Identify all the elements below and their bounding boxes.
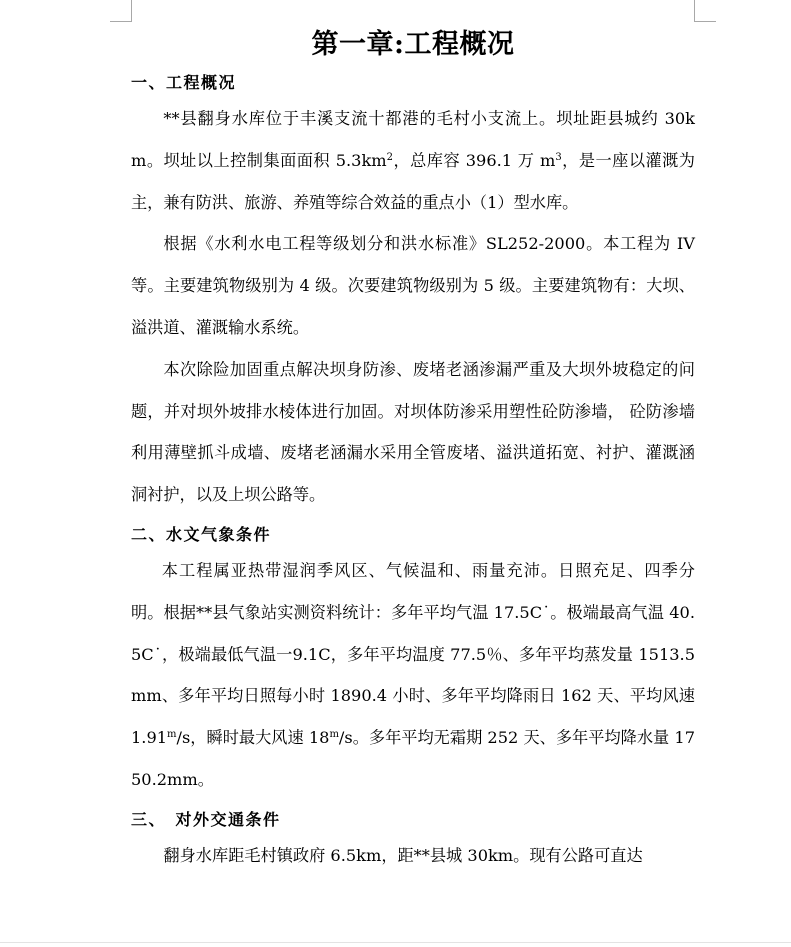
paragraph: 本工程属亚热带湿润季风区、气候温和、雨量充沛。日照充足、四季分明。根据**县气象站实测资料统计：多年平均气温 17.5C˙。极端最高气温 40.5C˙，极端最低气温一9.1C，多年平均温度 77.5％、多年平均蒸发量 1513.5mm、多年平均日照每小时 1890.4 小时、多年平均降雨日 162 天、平均风速 1.91$^m$/s，瞬时最大风速 18$^m$/s。多年平均无霜期 252 天、多年平均降水量 1750.2mm。 bbox=[131, 560, 695, 789]
paragraph: 根据《水利水电工程等级划分和洪水标准》SL252-2000。本工程为 IV 等。主要建筑物级别为 4 级。次要建筑物级别为 5 级。主要建筑物有：大坝、溢洪道、灌溉输水系统。 bbox=[131, 234, 695, 337]
section-heading: 三、 对外交通条件 bbox=[131, 809, 281, 829]
section-overview bbox=[131, 68, 695, 516]
document-page bbox=[131, 22, 695, 877]
paragraph: 本次除险加固重点解决坝身防渗、废堵老涵渗漏严重及大坝外坡稳定的问题，并对坝外坡排水棱体进行加固。对坝体防渗采用塑性砼防渗墙， 砼防渗墙利用薄壁抓斗成墙、废堵老涵漏水采用全管废堵、溢洪道拓宽、衬护、灌溉涵洞衬护，以及上坝公路等。 bbox=[131, 359, 695, 505]
section-hydrology bbox=[131, 520, 695, 801]
chapter-title: 第一章:工程概况 bbox=[311, 29, 515, 60]
section-transport bbox=[131, 805, 695, 877]
crop-mark-top-right bbox=[694, 21, 716, 22]
crop-mark-top-right bbox=[694, 0, 695, 22]
crop-mark-top-left bbox=[110, 21, 132, 22]
paragraph: 翻身水库距毛村镇政府 6.5km，距**县城 30km。现有公路可直达 bbox=[163, 845, 643, 865]
paragraph: **县翻身水库位于丰溪支流十都港的毛村小支流上。坝址距县城约 30km。坝址以上控制集面面积 $5.3km^2$，总库容 396.1 万 $m^3$，是一座以灌溉为主，兼有防洪、旅游、养殖等综合效益的重点小（1）型水库。 bbox=[131, 109, 695, 212]
section-heading: 一、工程概况 bbox=[131, 73, 237, 92]
page-bottom-edge bbox=[0, 942, 791, 943]
crop-mark-top-left bbox=[131, 0, 132, 22]
section-heading: 二、水文气象条件 bbox=[131, 524, 272, 544]
